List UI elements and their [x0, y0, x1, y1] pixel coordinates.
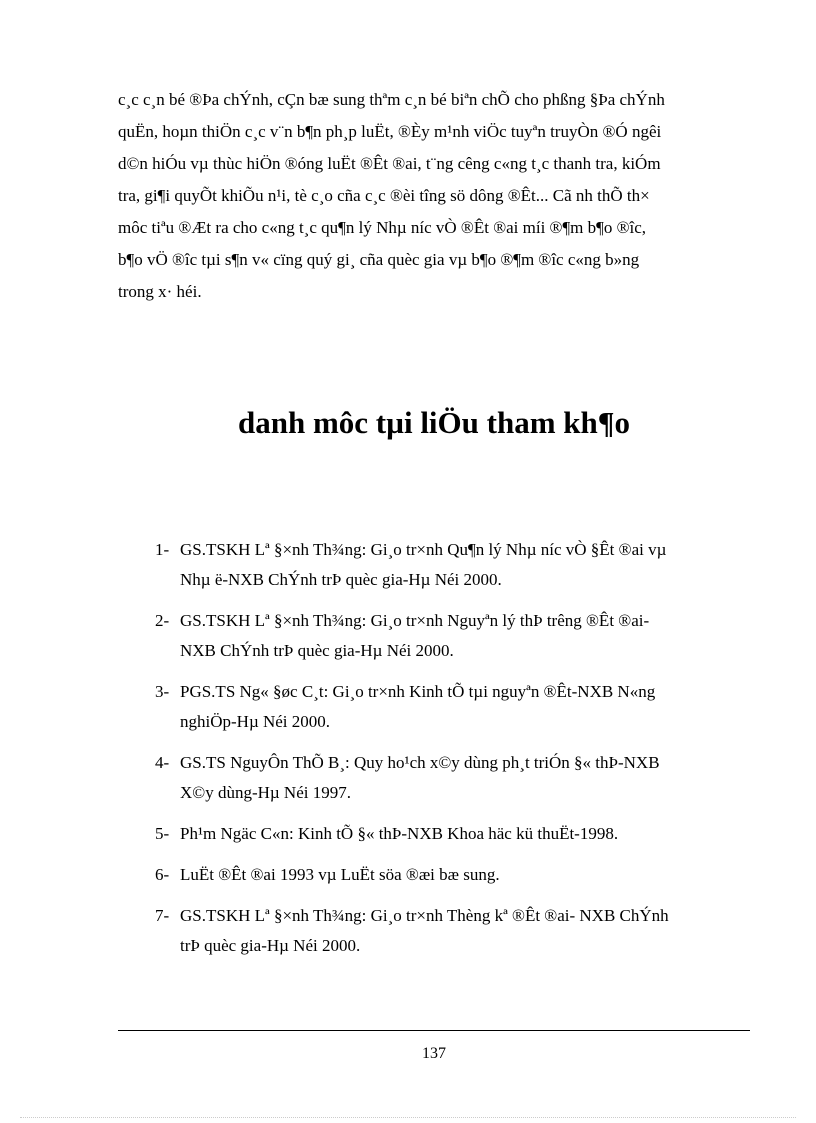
reference-item [155, 748, 749, 808]
footer-divider [118, 1030, 750, 1031]
reference-item [155, 535, 749, 595]
reference-number: 3- [155, 682, 170, 701]
paragraph-line: b¶o vÖ ®îc tµi s¶n v« cïng quý gi¸ cña quèc gia vµ b¶o ®¶m ®îc c«ng b»ng [118, 250, 640, 269]
reference-item [155, 677, 749, 737]
reference-text [180, 748, 749, 808]
references-list [155, 535, 749, 972]
reference-text [180, 535, 749, 595]
paragraph-line: trong x· héi. [118, 282, 202, 301]
reference-text [180, 819, 749, 849]
reference-item [155, 819, 749, 849]
reference-number: 1- [155, 540, 170, 559]
reference-line: nghiÖp-Hµ Néi 2000. [180, 712, 331, 731]
reference-item [155, 606, 749, 666]
reference-text [180, 860, 749, 890]
paragraph-line: quËn, hoµn thiÖn c¸c v¨n b¶n ph¸p luËt, ®Èy m¹nh viÖc tuyªn truyÒn ®Ó ngêi [118, 122, 662, 141]
reference-number: 7- [155, 906, 170, 925]
paragraph-line: môc tiªu ®Æt ra cho c«ng t¸c qu¶n lý Nhµ níc vÒ ®Êt ®ai míi ®¶m b¶o ®îc, [118, 218, 647, 237]
reference-line: X©y dùng-Hµ Néi 1997. [180, 783, 351, 802]
reference-line: GS.TS NguyÔn ThÕ B¸: Quy ho¹ch x©y dùng ph¸t triÓn §« thÞ-NXB [180, 753, 660, 772]
body-paragraph [118, 84, 750, 308]
reference-number: 4- [155, 753, 170, 772]
reference-number: 2- [155, 611, 170, 630]
paragraph-line: tra, gi¶i quyÕt khiÕu n¹i, tè c¸o cña c¸c ®èi tîng sö dông ®Êt... Cã nh thÕ th× [118, 186, 650, 205]
reference-number: 6- [155, 865, 170, 884]
references-heading: danh môc tµi liÖu tham kh¶o [237, 405, 631, 440]
reference-text [180, 606, 749, 666]
reference-line: NXB ChÝnh trÞ quèc gia-Hµ Néi 2000. [180, 641, 454, 660]
page-number: 137 [422, 1045, 446, 1062]
page-edge-divider [20, 1117, 796, 1118]
reference-line: Ph¹m Ngäc C«n: Kinh tÕ §« thÞ-NXB Khoa häc kü thuËt-1998. [180, 824, 619, 843]
paragraph-line: d©n hiÓu vµ thùc hiÖn ®óng luËt ®Êt ®ai, t¨ng cêng c«ng t¸c thanh tra, kiÓm [118, 154, 661, 173]
reference-line: LuËt ®Êt ®ai 1993 vµ LuËt söa ®æi bæ sung. [180, 865, 500, 884]
reference-line: trÞ quèc gia-Hµ Néi 2000. [180, 936, 361, 955]
reference-line: GS.TSKH Lª §×nh Th¾ng: Gi¸o tr×nh Qu¶n lý Nhµ níc vÒ §Êt ®ai vµ [180, 540, 667, 559]
reference-line: Nhµ ë-NXB ChÝnh trÞ quèc gia-Hµ Néi 2000. [180, 570, 502, 589]
reference-item [155, 860, 749, 890]
reference-line: GS.TSKH Lª §×nh Th¾ng: Gi¸o tr×nh Nguyªn lý thÞ trêng ®Êt ®ai- [180, 611, 650, 630]
reference-line: PGS.TS Ng« §øc C¸t: Gi¸o tr×nh Kinh tÕ tµi nguyªn ®Êt-NXB N«ng [180, 682, 656, 701]
paragraph-line: c¸c c¸n bé ®Þa chÝnh, cÇn bæ sung thªm c¸n bé biªn chÕ cho phßng §Þa chÝnh [118, 90, 665, 109]
reference-number: 5- [155, 824, 170, 843]
reference-line: GS.TSKH Lª §×nh Th¾ng: Gi¸o tr×nh Thèng kª ®Êt ®ai- NXB ChÝnh [180, 906, 669, 925]
reference-text [180, 901, 749, 961]
reference-text [180, 677, 749, 737]
reference-item [155, 901, 749, 961]
